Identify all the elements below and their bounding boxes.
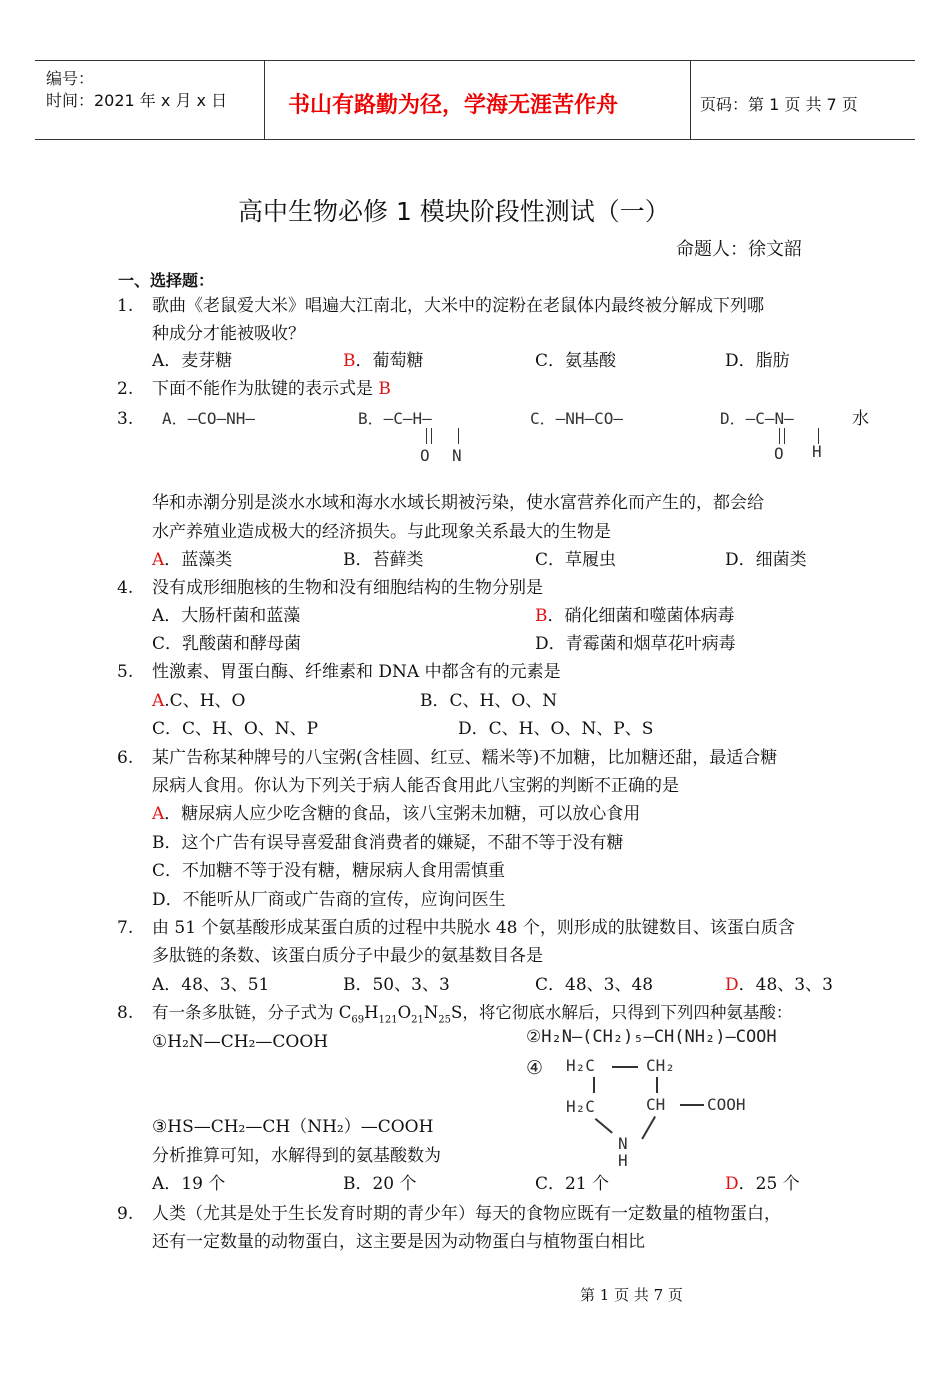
- q8-amino-acid-2: ②H₂N—(CH₂)₅—CH(NH₂)—COOH: [526, 1027, 777, 1047]
- q8-ring-n: N: [618, 1134, 628, 1153]
- header-divider-2: [690, 60, 691, 140]
- q5-text: 性激素、胃蛋白酶、纤维素和 DNA 中都含有的元素是: [152, 662, 561, 682]
- q1-option-c: C．氨基酸: [535, 351, 617, 371]
- q7-line2: 多肽链的条数、该蛋白质分子中最少的氨基数目各是: [152, 946, 543, 966]
- q8-ring-bond-cooh: [680, 1104, 704, 1106]
- q3-fig-d: D．—C—N—: [720, 409, 794, 428]
- q3-option-b: B．苔藓类: [343, 550, 424, 570]
- q1-line1: 歌曲《老鼠爱大米》唱遍大江南北，大米中的淀粉在老鼠体内最终被分解成下列哪: [152, 296, 764, 316]
- q9-number: 9.: [117, 1204, 134, 1224]
- q5-option-b: B．C、H、O、N: [420, 691, 558, 711]
- q2-text: 下面不能作为肽键的表示式是 B: [152, 379, 391, 399]
- q7-line1: 由 51 个氨基酸形成某蛋白质的过程中共脱水 48 个，则形成的肽键数目、该蛋白质含: [152, 918, 795, 938]
- page-footer: 第 1 页 共 7 页: [580, 1286, 683, 1304]
- q1-option-b: B．葡萄糖: [343, 351, 424, 371]
- q8-ring-ch: CH: [646, 1095, 666, 1114]
- q5-number: 5.: [117, 662, 134, 682]
- header-top-rule: [35, 60, 915, 61]
- q4-option-b: B．硝化细菌和噬菌体病毒: [535, 606, 735, 626]
- q9-line2: 还有一定数量的动物蛋白，这主要是因为动物蛋白与植物蛋白相比: [152, 1232, 645, 1252]
- q3-number: 3.: [117, 409, 134, 429]
- q7-option-b: B．50、3、3: [343, 975, 450, 995]
- q3-option-c: C．草履虫: [535, 550, 617, 570]
- q8-ring-h2c-bot: H₂C: [566, 1097, 595, 1116]
- q3-fig-d-h: H: [812, 442, 822, 461]
- q3-option-a: A．蓝藻类: [152, 550, 233, 570]
- q9-line1: 人类（尤其是处于生长发育时期的青少年）每天的食物应既有一定数量的植物蛋白，: [152, 1204, 781, 1224]
- q4-option-d: D．青霉菌和烟草花叶病毒: [535, 634, 736, 654]
- q6-line2: 尿病人食用。你认为下列关于病人能否食用此八宝粥的判断不正确的是: [152, 776, 679, 796]
- q7-option-c: C．48、3、48: [535, 975, 654, 995]
- q5-option-d: D．C、H、O、N、P、S: [458, 719, 654, 739]
- q1-option-a: A．麦芽糖: [152, 351, 233, 371]
- q4-text: 没有成形细胞核的生物和没有细胞结构的生物分别是: [152, 578, 543, 598]
- page-title: 高中生物必修 1 模块阶段性测试（一）: [238, 197, 670, 226]
- q4-option-a: A．大肠杆菌和蓝藻: [152, 606, 301, 626]
- q3-fig-b: B．—C—H—: [358, 409, 432, 428]
- q3-fig-b-n: N: [452, 446, 462, 465]
- q6-line1: 某广告称某种牌号的八宝粥(含桂圆、红豆、糯米等)不加糖，比加糖还甜，最适合糖: [152, 748, 778, 768]
- q6-option-d: D．不能听从厂商或广告商的宣传，应询问医生: [152, 890, 506, 910]
- q8-answer-mark: D: [725, 1174, 739, 1194]
- q3-fig-d-bond1: [779, 428, 785, 444]
- q8-ring-bond-n-left: [595, 1118, 613, 1133]
- q6-option-c: C．不加糖不等于没有糖，糖尿病人食用需慎重: [152, 861, 506, 881]
- q7-option-a: A．48、3、51: [152, 975, 270, 995]
- q3-tail: 水: [852, 409, 869, 429]
- q8-ring-bond-n-right: [642, 1116, 656, 1139]
- q8-amino-acid-1: ①H₂N—CH₂—COOH: [152, 1032, 329, 1052]
- q5-answer-mark: A: [152, 691, 165, 711]
- q2-number: 2.: [117, 379, 134, 399]
- q7-option-d: D．48、3、3: [725, 975, 833, 995]
- q8-number: 8.: [117, 1003, 134, 1023]
- q3-fig-c: C．—NH—CO—: [530, 409, 624, 428]
- q1-line2: 种成分才能被吸收？: [152, 324, 305, 344]
- q8-ring-h2c-top: H₂C: [566, 1056, 595, 1075]
- q3-fig-d-o: O: [774, 444, 784, 463]
- q8-ring-h: H: [618, 1151, 628, 1170]
- q3-fig-b-bond2: [458, 428, 459, 444]
- q8-option-a: A．19 个: [152, 1174, 226, 1194]
- q7-answer-mark: D: [725, 975, 739, 995]
- q8-line1: 有一条多肽链，分子式为 $C_{69}H_{121}O_{21}N_{25}S$，将它彻底水解后，只得到下列四种氨基酸：: [152, 1003, 793, 1026]
- q1-number: 1.: [117, 296, 134, 316]
- header-divider-1: [264, 60, 265, 140]
- q8-amino-acid-4-label: ④: [526, 1057, 544, 1079]
- header-motto: 书山有路勤为径，学海无涯苦作舟: [288, 93, 619, 118]
- q8-option-d: D．25 个: [725, 1174, 800, 1194]
- q8-ring-ch2: CH₂: [646, 1056, 675, 1075]
- q5-option-a: A.C、H、O: [152, 691, 246, 711]
- q8-ring-bond-right: [656, 1077, 658, 1093]
- q6-option-a: A．糖尿病人应少吃含糖的食品，该八宝粥未加糖，可以放心食用: [152, 804, 641, 824]
- q3-line2: 水产养殖业造成极大的经济损失。与此现象关系最大的生物是: [152, 522, 611, 542]
- q8-line2: 分析推算可知，水解得到的氨基酸数为: [152, 1146, 441, 1166]
- q3-fig-a: A．—CO—NH—: [162, 409, 256, 428]
- section-heading: 一、选择题：: [118, 271, 215, 290]
- q8-ring-cooh: COOH: [707, 1095, 746, 1114]
- q2-answer-mark: B: [378, 379, 391, 399]
- q8-ring-bond-left: [593, 1077, 595, 1093]
- q7-number: 7.: [117, 918, 134, 938]
- q1-answer-mark: B: [343, 351, 356, 371]
- q8-amino-acid-3: ③HS—CH₂—CH（NH₂）—COOH: [152, 1117, 434, 1137]
- author-line: 命题人：徐文韶: [676, 239, 802, 260]
- q4-number: 4.: [117, 578, 134, 598]
- header-number-label: 编号：: [46, 69, 95, 88]
- q3-answer-mark: A: [152, 550, 165, 570]
- q8-ring-bond-top: [612, 1066, 638, 1068]
- q3-fig-b-bond1: [426, 428, 432, 444]
- q3-line1: 华和赤潮分别是淡水水域和海水水域长期被污染，使水富营养化而产生的，都会给: [152, 493, 764, 513]
- q5-option-c: C．C、H、O、N、P: [152, 719, 319, 739]
- q8-option-b: B．20 个: [343, 1174, 417, 1194]
- q6-number: 6.: [117, 748, 134, 768]
- q3-option-d: D．细菌类: [725, 550, 807, 570]
- q4-answer-mark: B: [535, 606, 548, 626]
- header-page-label: 页码：第 1 页 共 7 页: [700, 95, 858, 114]
- q1-option-d: D．脂肪: [725, 351, 790, 371]
- q6-answer-mark: A: [152, 804, 165, 824]
- q3-fig-b-o: O: [420, 446, 430, 465]
- header-time-label: 时间：2021 年 x 月 x 日: [46, 91, 228, 110]
- q6-option-b: B．这个广告有误导喜爱甜食消费者的嫌疑，不甜不等于没有糖: [152, 833, 624, 853]
- q4-option-c: C．乳酸菌和酵母菌: [152, 634, 302, 654]
- header-bottom-rule: [35, 139, 915, 140]
- q8-option-c: C．21 个: [535, 1174, 610, 1194]
